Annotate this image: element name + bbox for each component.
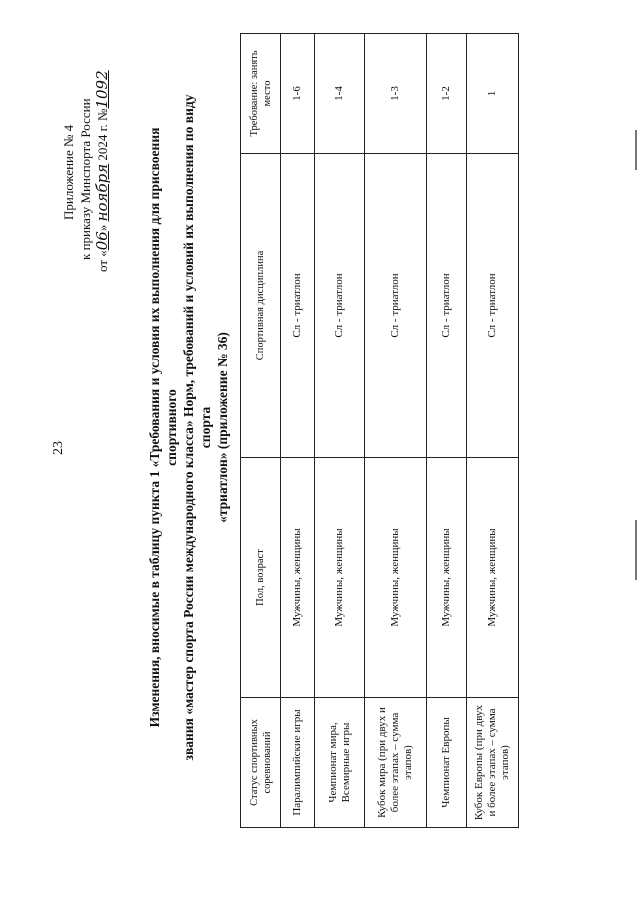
cell-place: 1-2 — [427, 34, 467, 154]
page-number: 23 — [51, 441, 66, 455]
appendix-header — [60, 20, 111, 272]
header-place: Требование: занять место — [241, 34, 281, 154]
order-number: 1092 — [93, 70, 111, 109]
cell-status: Паралимпийские игры — [281, 698, 315, 828]
cell-discipline: Сл - триатлон — [281, 154, 315, 458]
title-line-3: «триатлон» (приложение № 36) — [215, 332, 230, 523]
date-prefix: от « — [95, 250, 110, 272]
header-gender-age: Пол, возраст — [241, 458, 281, 698]
cell-gender: Мужчины, женщины — [281, 458, 315, 698]
appendix-date-line — [94, 20, 111, 272]
date-year: 2024 г. № — [95, 108, 110, 161]
header-discipline: Спортивная дисциплина — [241, 154, 281, 458]
table-row — [281, 34, 315, 828]
cell-place: 1-4 — [315, 34, 365, 154]
table-row — [467, 34, 519, 828]
header-status: Статус спортивных соревнований — [241, 698, 281, 828]
cell-status: Кубок Европы (при двух и более этапах – сумма этапов) — [467, 698, 519, 828]
document-title — [146, 90, 231, 765]
requirements-table — [240, 33, 519, 828]
date-month: ноября — [93, 163, 111, 222]
title-line-2: звания «мастер спорта России международного класса» Норм, требований и условий их выполнения по виду спорта — [181, 94, 213, 761]
table-row — [427, 34, 467, 828]
cell-gender: Мужчины, женщины — [427, 458, 467, 698]
scan-edge-mark — [635, 520, 637, 580]
cell-place: 1 — [467, 34, 519, 154]
appendix-order-reference: к приказу Минспорта России — [78, 98, 93, 260]
scan-edge-mark — [635, 130, 637, 170]
cell-discipline: Сл - триатлон — [315, 154, 365, 458]
cell-gender: Мужчины, женщины — [365, 458, 427, 698]
appendix-number: Приложение № 4 — [61, 124, 76, 220]
cell-status: Чемпионат мира, Всемирные игры — [315, 698, 365, 828]
date-day: 06 — [93, 231, 111, 251]
cell-status: Чемпионат Европы — [427, 698, 467, 828]
cell-gender: Мужчины, женщины — [315, 458, 365, 698]
table-row — [315, 34, 365, 828]
title-line-1: Изменения, вносимые в таблицу пункта 1 «Требования и условия их выполнения для присвоения спортивного — [147, 127, 179, 728]
date-mid: » — [95, 224, 110, 232]
cell-discipline: Сл - триатлон — [467, 154, 519, 458]
cell-place: 1-6 — [281, 34, 315, 154]
cell-discipline: Сл - триатлон — [427, 154, 467, 458]
cell-place: 1-3 — [365, 34, 427, 154]
table-header-row — [241, 34, 281, 828]
cell-gender: Мужчины, женщины — [467, 458, 519, 698]
table-row — [365, 34, 427, 828]
cell-discipline: Сл - триатлон — [365, 154, 427, 458]
cell-status: Кубок мира (при двух и более этапах – сумма этапов) — [365, 698, 427, 828]
